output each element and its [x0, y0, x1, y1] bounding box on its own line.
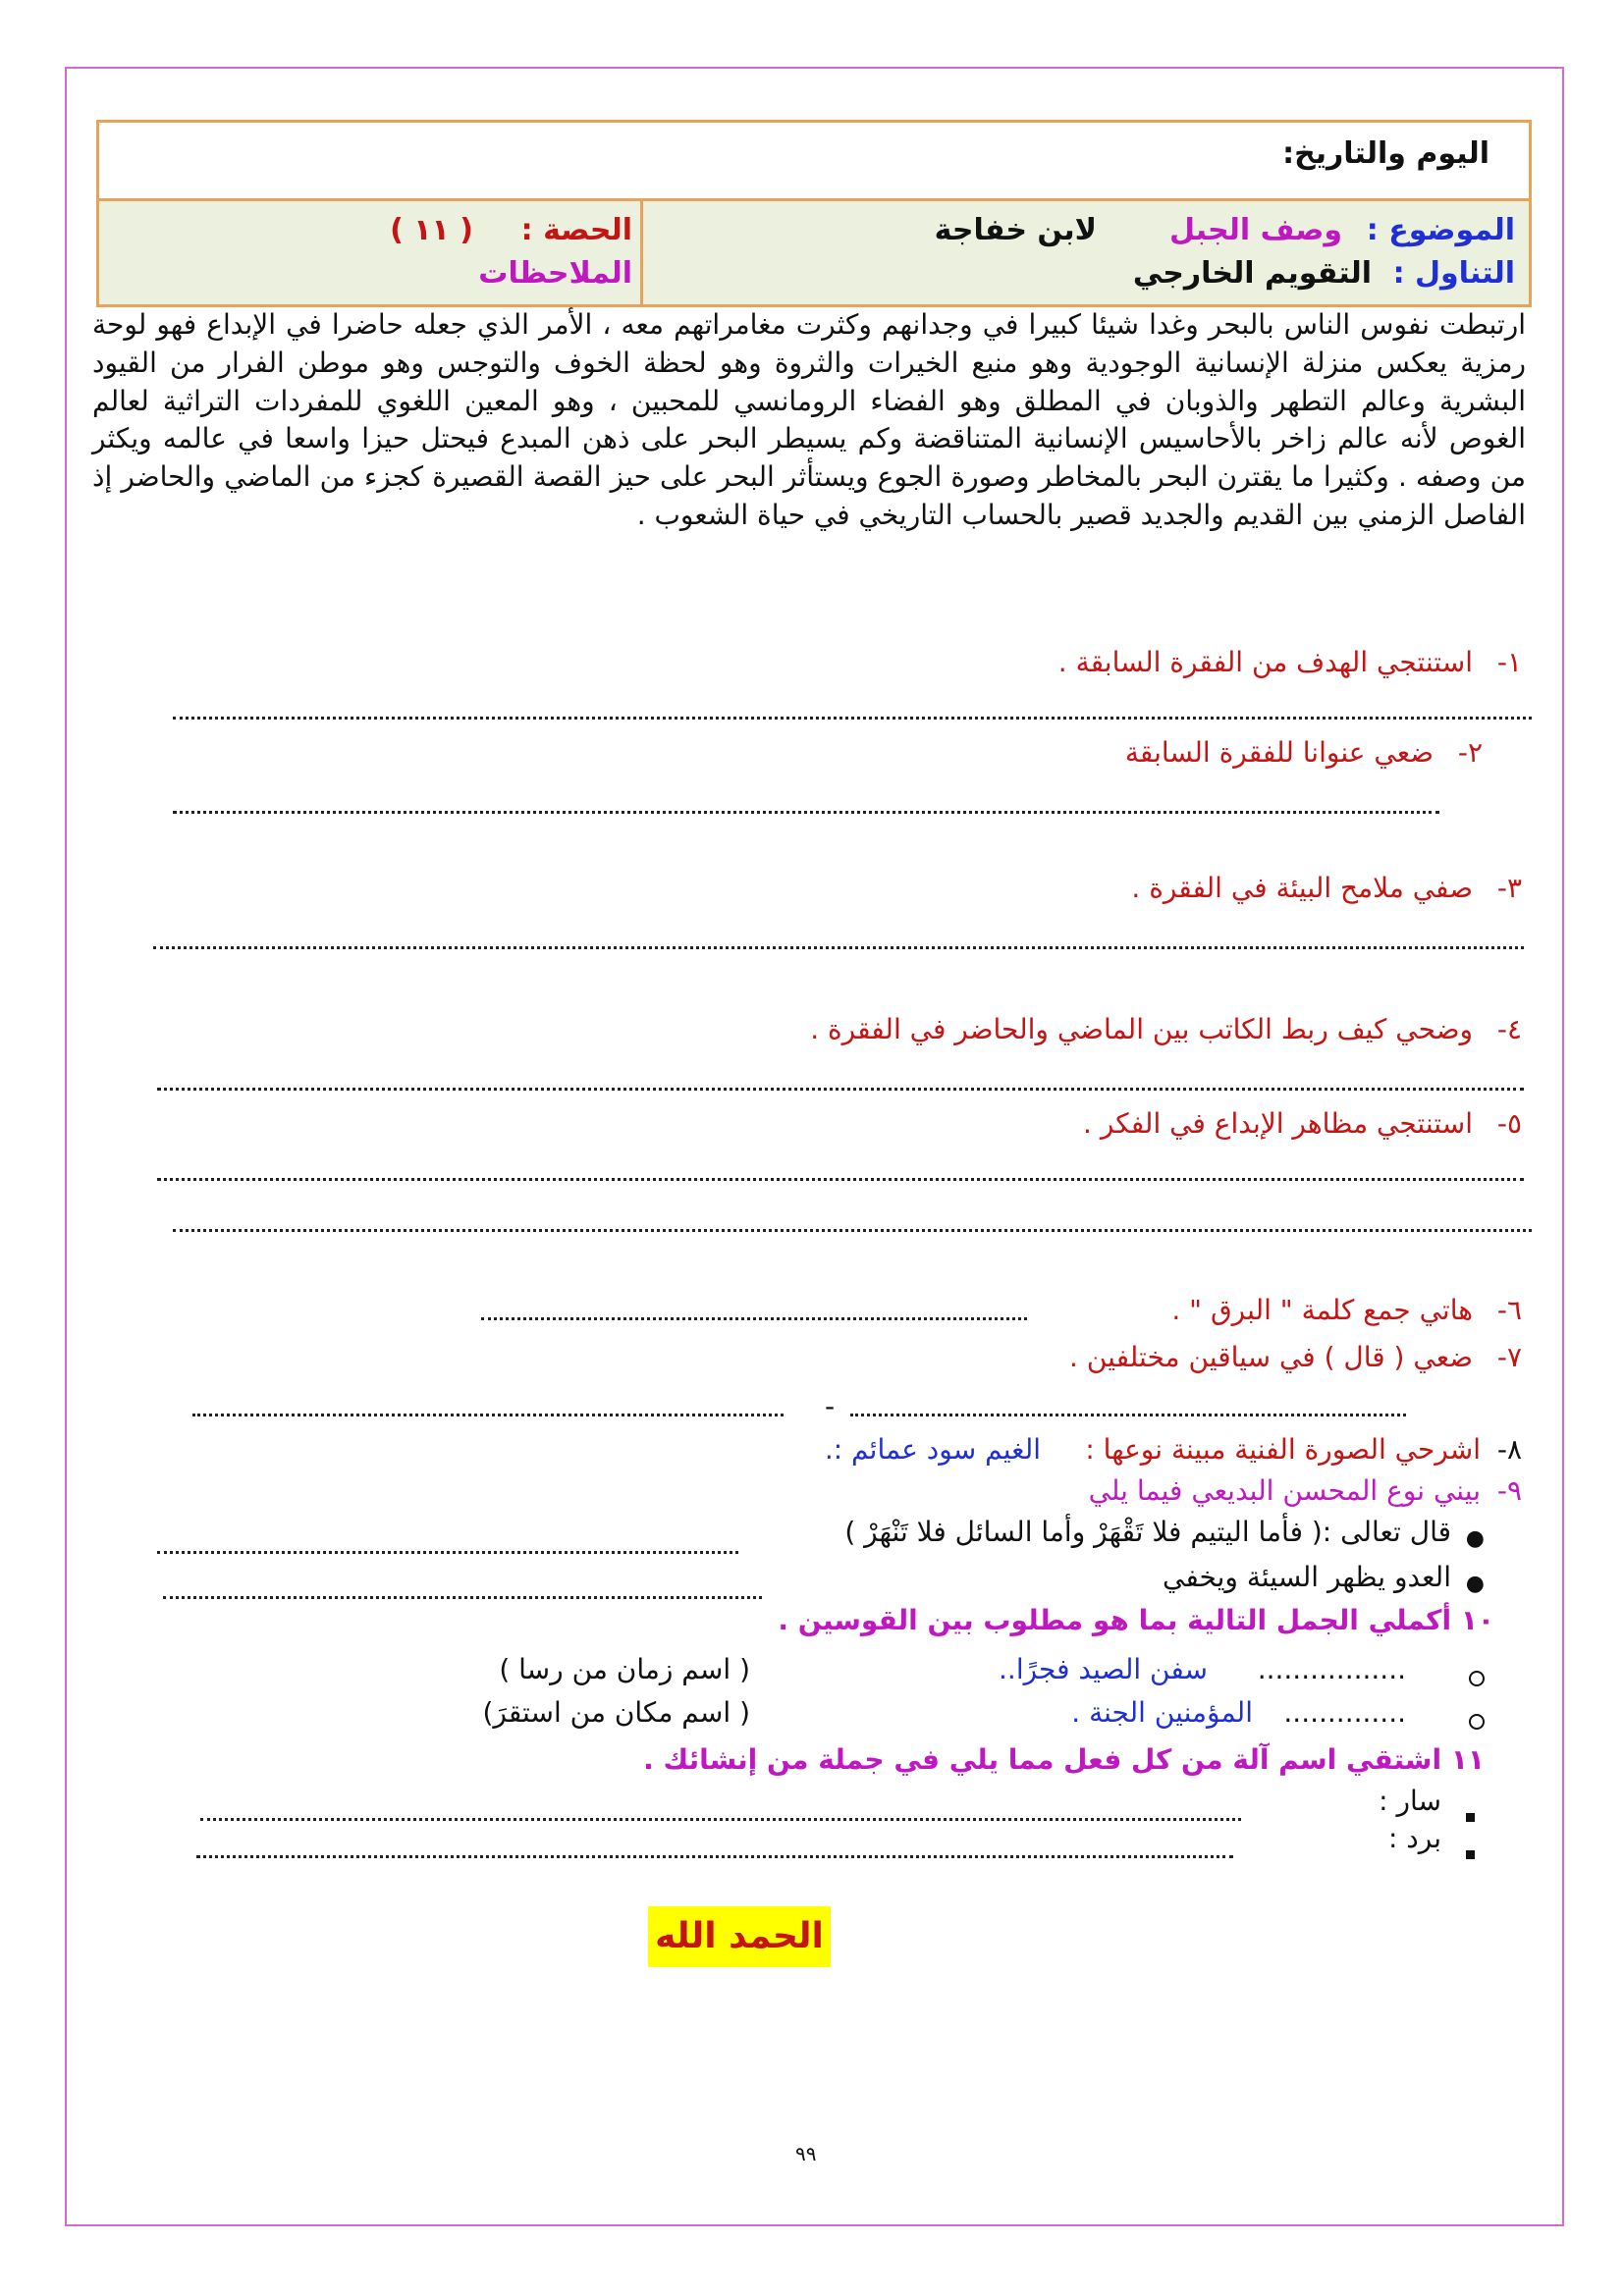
date-row [99, 123, 1529, 201]
topic-cell [640, 201, 1529, 304]
q4-text: وضحي كيف ربط الكاتب بين الماضي والحاضر في الفقرة . [810, 1013, 1473, 1045]
period-label: الحصة : [520, 213, 632, 247]
notes-label: الملاحظات [478, 256, 632, 291]
q7-text: ضعي ( قال ) في سياقين مختلفين . [1069, 1341, 1473, 1373]
q11-b-bullet [1466, 1834, 1475, 1866]
q9-number: ٩- [1496, 1474, 1522, 1507]
q10-b-hint: ( اسم مكان من استقرَ) [482, 1696, 750, 1729]
q10-a-hint: ( اسم زمان من رسا ) [499, 1653, 750, 1685]
q6-text: هاتي جمع كلمة " البرق " . [1171, 1294, 1473, 1326]
q11-b-label: برد : [1387, 1822, 1441, 1854]
q4-number: ٤- [1496, 1013, 1522, 1045]
q9-b-text: العدو يظهر السيئة ويخفي [1163, 1561, 1451, 1593]
q8-text: اشرحي الصورة الفنية مبينة نوعها : [1085, 1433, 1481, 1466]
q9-b-bullet: ● [1465, 1572, 1485, 1596]
q5-number: ٥- [1496, 1107, 1522, 1140]
q10-b-text: المؤمنين الجنة . [1071, 1696, 1253, 1729]
q4-answer-line[interactable] [157, 1088, 1524, 1091]
q9-b-answer-line[interactable] [163, 1596, 762, 1599]
q2-text: ضعي عنوانا للفقرة السابقة [1124, 736, 1434, 769]
q9-a-text: قال تعالى :( فأما اليتيم فلا تَقْهَرْ وأما السائل فلا تَنْهَرْ ) [844, 1516, 1451, 1548]
q9-a-answer-line[interactable] [157, 1551, 738, 1554]
q8-number: ٨- [1496, 1433, 1522, 1466]
date-label: اليوم والتاريخ: [1282, 136, 1489, 171]
q3-answer-line[interactable] [153, 946, 1524, 949]
q11-b-answer-line[interactable] [196, 1855, 1233, 1858]
topic-label: الموضوع : [1366, 213, 1515, 247]
closing-phrase: الحمد الله [648, 1906, 831, 1967]
q5-answer-line-1[interactable] [157, 1178, 1524, 1181]
q1-number: ١- [1496, 646, 1522, 678]
q9-text: بيني نوع المحسن البديعي فيما يلي [1088, 1474, 1481, 1507]
q7-number: ٧- [1496, 1341, 1522, 1373]
q1-answer-line[interactable] [173, 717, 1532, 720]
q11-a-label: سار : [1379, 1785, 1441, 1817]
tanawul-label: التناول : [1392, 256, 1515, 291]
q10-b-blank[interactable]: .............. [1283, 1696, 1406, 1729]
info-row [99, 201, 1529, 304]
q2-number: ٢- [1457, 736, 1483, 769]
q11-a-answer-line[interactable] [200, 1818, 1241, 1821]
author: لابن خفاجة [934, 213, 1097, 247]
q11-text: ١١ اشتقي اسم آلة من كل فعل مما يلي في جملة من إنشائك . [643, 1743, 1485, 1776]
q11-a-bullet [1466, 1796, 1475, 1829]
tanawul-value: التقويم الخارجي [1132, 256, 1372, 291]
q5-text: استنتجي مظاهر الإبداع في الفكر . [1083, 1107, 1473, 1140]
q7-answer-line-2[interactable] [850, 1414, 1406, 1416]
period-cell [99, 201, 646, 304]
q1-text: استنتجي الهدف من الفقرة السابقة . [1057, 646, 1473, 678]
q10-a-blank[interactable]: ................. [1257, 1653, 1406, 1685]
q10-a-circle [1469, 1661, 1485, 1693]
q10-text: ١٠ أكملي الجمل التالية بما هو مطلوب بين القوسين . [778, 1604, 1494, 1636]
q7-separator: - [825, 1390, 836, 1422]
page-number: ٩٩ [795, 2142, 817, 2165]
q3-number: ٣- [1496, 872, 1522, 904]
q3-text: صفي ملامح البيئة في الفقرة . [1131, 872, 1473, 904]
q8-quote: الغيم سود عمائم :. [824, 1433, 1041, 1466]
q7-answer-line-1[interactable] [192, 1414, 784, 1416]
q9-a-bullet: ● [1465, 1526, 1485, 1551]
topic-value: وصف الجبل [1168, 213, 1342, 247]
period-value: ( ١١ ) [390, 213, 473, 247]
q10-a-text: سفن الصيد فجرًا.. [999, 1653, 1208, 1685]
header-table [96, 120, 1532, 307]
q10-b-circle [1469, 1704, 1485, 1736]
passage: ارتبطت نفوس الناس بالبحر وغدا شيئا كبيرا في وجدانهم وكثرت مغامراتهم معه ، الأمر الذي جعله حاضرا في الإبداع فهو لوحة رمزية يعكس منزلة الإنسانية الوجودية وهو منبع الخيرات والثروة وهو لحظة الخوف والتوجس وهو موطن الفرار من القيود البشرية وعالم التطهر والذوبان في المطلق وهو الفضاء الرومانسي للمحبين ، وهو المعين اللغوي للمفردات التراثية لعالم الغوص لأنه عالم زاخر بالأحاسيس الإنسانية المتناقضة وكم يسيطر البحر على ذهن المبدع فيحتل حيزا واسعا في عالمه ويكثر من وصفه . وكثيرا ما يقترن البحر بالمخاطر وصورة الجوع ويستأثر البحر على حيز القصة القصيرة كجزء من الماضي والحاضر إذ الفاصل الزمني بين القديم والجديد قصير بالحساب التاريخي في حياة الشعوب . [92, 308, 1526, 531]
q5-answer-line-2[interactable] [173, 1229, 1532, 1232]
q6-number: ٦- [1496, 1294, 1522, 1326]
q2-answer-line[interactable] [173, 811, 1439, 814]
q6-answer-line[interactable] [481, 1317, 1027, 1320]
